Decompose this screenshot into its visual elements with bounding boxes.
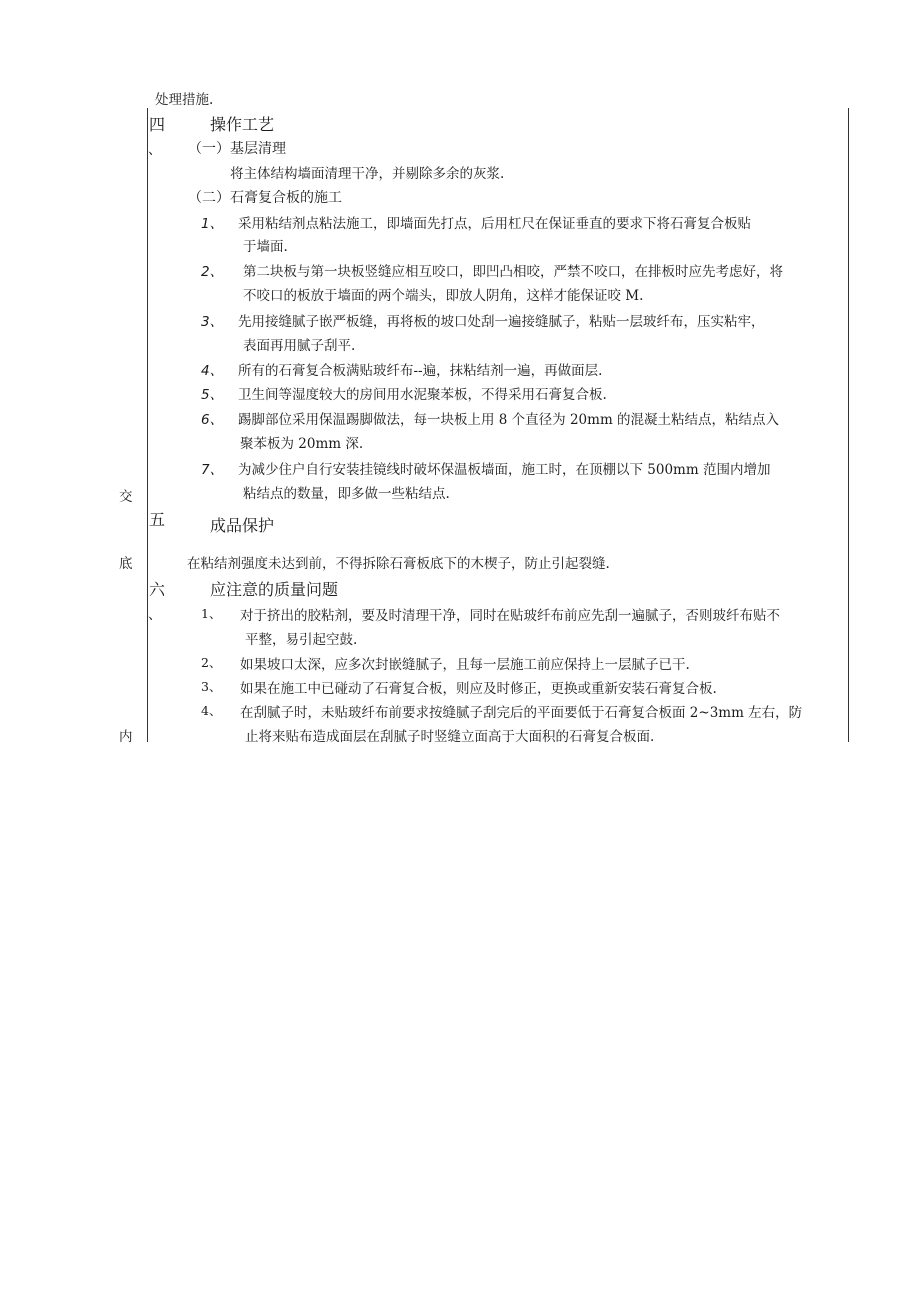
sec4-sub1-text: 将主体结构墙面清理干净，并剔除多余的灰浆. — [230, 166, 505, 182]
item-line-1: 所有的石膏复合板满贴玻纤布--遍，抹粘结剂一遍，再做面层. — [238, 363, 603, 379]
item-number: 4、 — [201, 363, 224, 379]
item-line-2: 粘结点的数量，即多做一些粘结点. — [243, 486, 450, 502]
table-left-border — [147, 108, 148, 742]
item-number: 5、 — [201, 387, 224, 403]
item-line-2: 不咬口的板放于墙面的两个端头，即放人阴角，这样才能保证咬 M. — [243, 288, 644, 304]
item-line-2: 平整，易引起空鼓. — [245, 632, 358, 648]
item-number: 1、 — [201, 216, 224, 232]
item-line-1: 踢脚部位采用保温踢脚做法，每一块板上用 8 个直径为 20mm 的混凝土粘结点，粘结点入 — [238, 412, 780, 428]
item-line-1: 如果坡口太深，应多次封嵌缝腻子，且每一层施工前应保持上一层腻子已干. — [240, 657, 690, 673]
side-label-jiao: 交 — [119, 489, 133, 505]
side-comma-1: 、 — [148, 142, 162, 158]
item-number: 6、 — [201, 412, 224, 428]
section-5-title: 成品保护 — [210, 516, 275, 535]
item-number: 2、 — [201, 264, 224, 280]
item-line-2: 于墙面. — [243, 239, 288, 255]
section-4-title: 操作工艺 — [210, 115, 275, 134]
table-right-border — [848, 108, 849, 742]
item-line-2: 止将来贴布造成面层在刮腻子时竖缝立面高于大面积的石膏复合板面. — [245, 729, 655, 745]
item-line-1: 先用接缝腻子嵌严板缝，再将板的坡口处刮一遍接缝腻子，粘贴一层玻纤布，压实粘牢， — [238, 314, 765, 330]
item-line-1: 如果在施工中已碰动了石膏复合板，则应及时修正，更换或重新安装石膏复合板. — [240, 681, 717, 697]
item-number: 7、 — [201, 462, 224, 478]
intro-text: 处理措施. — [155, 92, 214, 108]
item-number: 3、 — [201, 679, 222, 694]
sec4-sub1-label: （一）基层清理 — [188, 141, 286, 157]
section-5-text: 在粘结剂强度未达到前，不得拆除石膏板底下的木楔子，防止引起裂缝. — [187, 556, 610, 572]
section-4-number: 四 — [149, 115, 166, 134]
section-6-title: 应注意的质量问题 — [210, 580, 339, 599]
item-number: 2、 — [201, 655, 222, 670]
section-6-number: 六 — [149, 580, 166, 599]
item-number: 1、 — [201, 606, 222, 621]
item-line-1: 为减少住户自行安装挂镜线时破坏保温板墙面，施工时，在顶棚以下 500mm 范围内增加 — [238, 462, 771, 478]
item-number: 4、 — [201, 703, 222, 718]
item-line-2: 表面再用腻子刮平. — [243, 338, 356, 354]
side-label-di: 底 — [119, 556, 133, 572]
side-label-nei: 内 — [119, 729, 133, 745]
item-line-2: 聚苯板为 20mm 深. — [240, 436, 364, 452]
section-5-number: 五 — [149, 510, 166, 529]
item-line-1: 在刮腻子时，未贴玻纤布前要求按缝腻子刮完后的平面要低于石膏复合板面 2~3mm 左右，防 — [240, 705, 803, 721]
sec4-sub2-label: （二）石膏复合板的施工 — [188, 190, 342, 206]
item-line-1: 第二块板与第一块板竖缝应相互咬口，即凹凸相咬，严禁不咬口，在排板时应先考虑好，将 — [243, 264, 783, 280]
item-line-1: 卫生间等湿度较大的房间用水泥聚苯板，不得采用石膏复合板. — [238, 387, 607, 403]
item-number: 3、 — [201, 314, 224, 330]
item-line-1: 采用粘结剂点粘法施工，即墙面先打点，后用杠尺在保证垂直的要求下将石膏复合板贴 — [238, 216, 751, 232]
item-line-1: 对于挤出的胶粘剂，要及时清理干净，同时在贴玻纤布前应先刮一遍腻子，否则玻纤布贴不 — [240, 608, 780, 624]
side-comma-2: 、 — [148, 607, 162, 623]
